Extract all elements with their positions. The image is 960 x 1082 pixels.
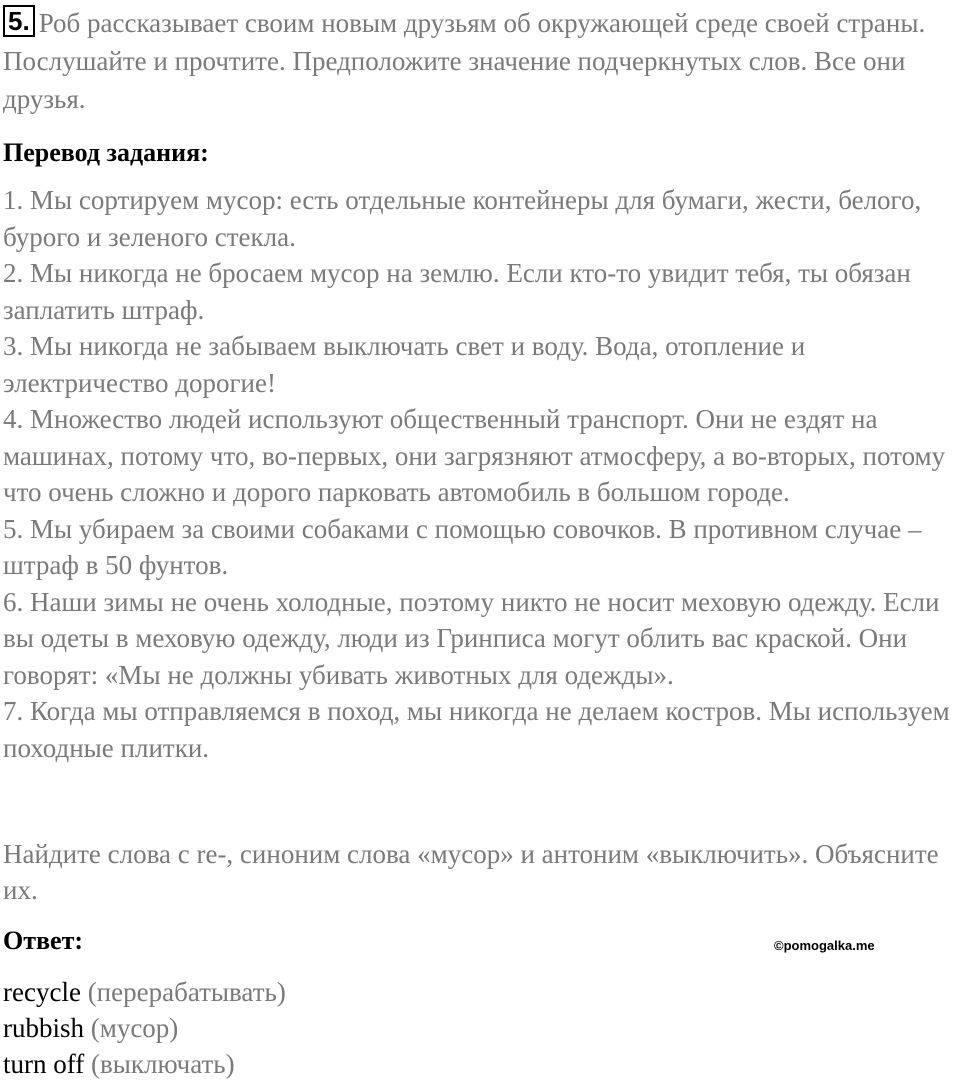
task-number: 5.: [3, 5, 35, 37]
translation-item: 6. Наши зимы не очень холодные, поэтому никто не носит меховую одежду. Если вы одеты в меховую одежду, люди из Гринписа могут облить вас краской. Они говорят: «Мы не должны убивать животных для одежды».: [3, 586, 940, 690]
watermark: ©pomogalka.me: [774, 938, 875, 953]
translation-heading: Перевод задания:: [3, 138, 209, 167]
answer-header: [3, 924, 958, 964]
document-page: [3, 4, 958, 1082]
answer-word: turn off: [3, 1049, 85, 1079]
task-intro-text: Роб рассказывает своим новым друзьям об окружающей среде своей страны. Послушайте и прочтите. Предположите значение подчеркнутых слов. Все они друзья.: [3, 8, 926, 114]
answer-line: [3, 1010, 958, 1046]
answer-line: [3, 1046, 958, 1082]
task-intro: [3, 4, 958, 118]
translation-item: 3. Мы никогда не забываем выключать свет и воду. Вода, отопление и электричество дорогие!: [3, 331, 806, 398]
answer-heading: Ответ:: [3, 926, 84, 955]
answer-translation: (выключать): [91, 1049, 235, 1079]
answer-translation: (мусор): [90, 1013, 179, 1043]
answer-list: [3, 974, 958, 1082]
translation-item: 1. Мы сортируем мусор: есть отдельные контейнеры для бумаги, жести, белого, бурого и зеленого стекла.: [3, 185, 922, 252]
answer-line: [3, 974, 958, 1010]
answer-translation: (перерабатывать): [87, 977, 286, 1007]
answer-word: rubbish: [3, 1013, 84, 1043]
translation-item: 5. Мы убираем за своими собаками с помощью совочков. В противном случае – штраф в 50 фунтов.: [3, 513, 922, 580]
question-text: Найдите слова с re-, синоним слова «мусор» и антоним «выключить». Объясните их.: [3, 839, 939, 905]
translation-list: [3, 182, 958, 766]
translation-item: 2. Мы никогда не бросаем мусор на землю. Если кто-то увидит тебя, ты обязан заплатить штраф.: [3, 258, 911, 325]
translation-item: 4. Множество людей используют общественный транспорт. Они не ездят на машинах, потому что, во-первых, они загрязняют атмосферу, а во-вторых, потому что очень сложно и дорого парковать автомобиль в большом городе.: [3, 404, 946, 507]
translation-item: 7. Когда мы отправляемся в поход, мы никогда не делаем костров. Мы используем походные плитки.: [3, 696, 950, 763]
answer-word: recycle: [3, 977, 81, 1007]
